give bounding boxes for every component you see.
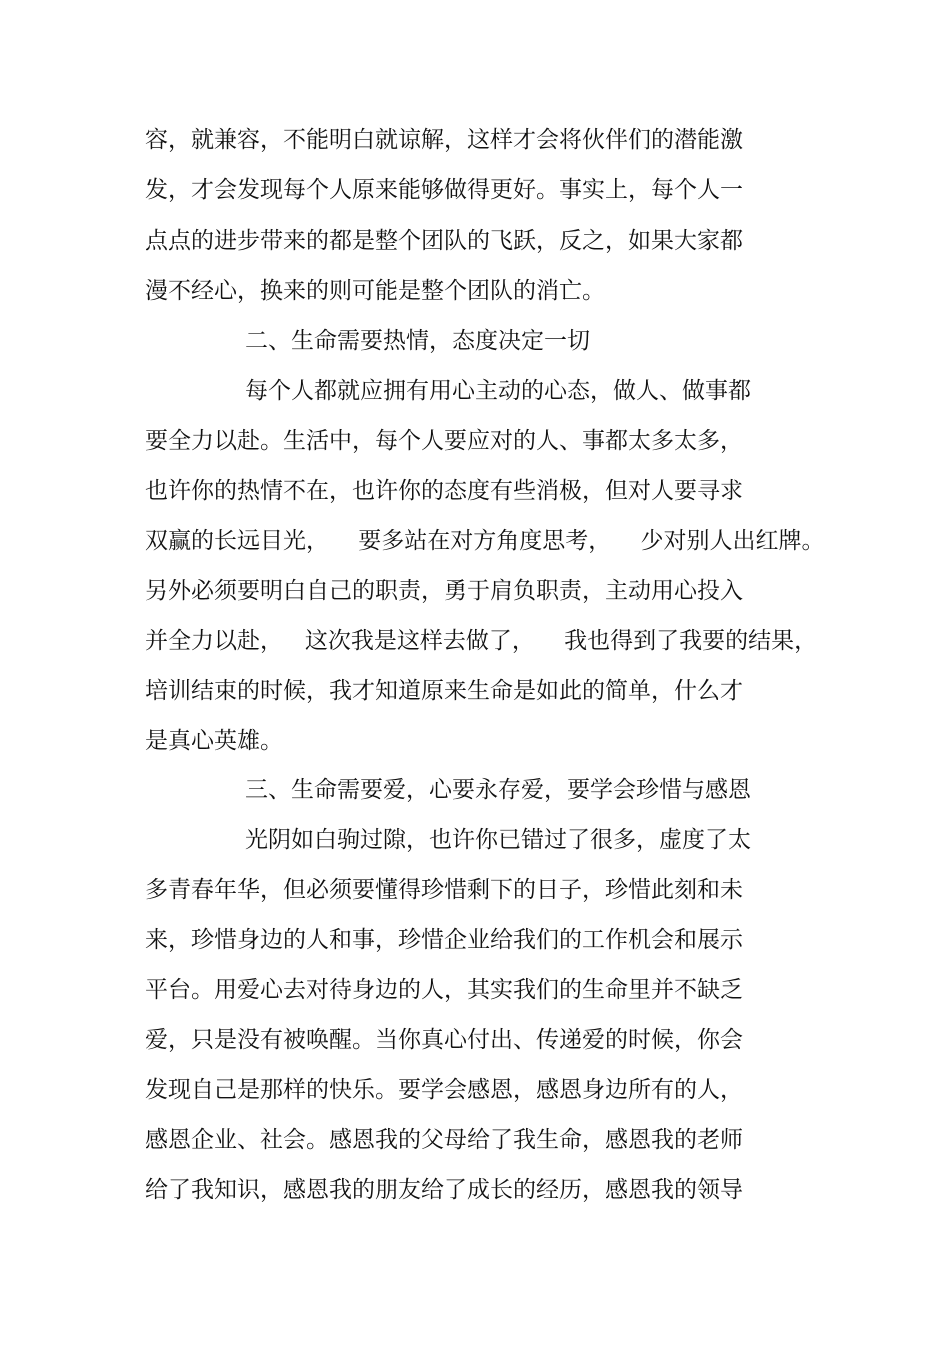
paragraph-line: 感恩企业、社会。感恩我的父母给了我生命，感恩我的老师 bbox=[145, 1127, 743, 1153]
paragraph-line: 漫不经心，换来的则可能是整个团队的消亡。 bbox=[145, 278, 605, 304]
paragraph-line: 双赢的长远目光， 要多站在对方角度思考， 少对别人出红牌。 bbox=[145, 528, 825, 554]
paragraph-line: 容，就兼容，不能明白就谅解，这样才会将伙伴们的潜能激 bbox=[145, 127, 743, 153]
paragraph-line: 另外必须要明白自己的职责，勇于肩负职责，主动用心投入 bbox=[145, 578, 743, 604]
section-heading: 三、生命需要爱，心要永存爱，要学会珍惜与感恩 bbox=[245, 777, 751, 803]
paragraph-line: 也许你的热情不在，也许你的态度有些消极，但对人要寻求 bbox=[145, 478, 743, 504]
paragraph-line: 点点的进步带来的都是整个团队的飞跃，反之，如果大家都 bbox=[145, 228, 743, 254]
paragraph-line: 来，珍惜身边的人和事，珍惜企业给我们的工作机会和展示 bbox=[145, 927, 743, 953]
paragraph-line: 培训结束的时候，我才知道原来生命是如此的简单，什么才 bbox=[145, 678, 743, 704]
paragraph-line: 光阴如白驹过隙，也许你已错过了很多，虚度了太 bbox=[245, 827, 751, 853]
paragraph-line: 发，才会发现每个人原来能够做得更好。事实上，每个人一 bbox=[145, 177, 743, 203]
paragraph-line: 并全力以赴， 这次我是这样去做了， 我也得到了我要的结果， bbox=[145, 628, 818, 654]
paragraph-line: 给了我知识，感恩我的朋友给了成长的经历，感恩我的领导 bbox=[145, 1177, 743, 1203]
paragraph-line: 要全力以赴。生活中，每个人要应对的人、事都太多太多， bbox=[145, 428, 743, 454]
paragraph-line: 每个人都就应拥有用心主动的心态，做人、做事都 bbox=[245, 378, 751, 404]
paragraph-line: 平台。用爱心去对待身边的人，其实我们的生命里并不缺乏 bbox=[145, 977, 743, 1003]
paragraph-line: 是真心英雄。 bbox=[145, 728, 283, 754]
section-heading: 二、生命需要热情，态度决定一切 bbox=[245, 328, 590, 354]
paragraph-line: 爱，只是没有被唤醒。当你真心付出、传递爱的时候，你会 bbox=[145, 1027, 743, 1053]
paragraph-line: 发现自己是那样的快乐。要学会感恩，感恩身边所有的人， bbox=[145, 1077, 743, 1103]
paragraph-line: 多青春年华，但必须要懂得珍惜剩下的日子，珍惜此刻和未 bbox=[145, 877, 743, 903]
